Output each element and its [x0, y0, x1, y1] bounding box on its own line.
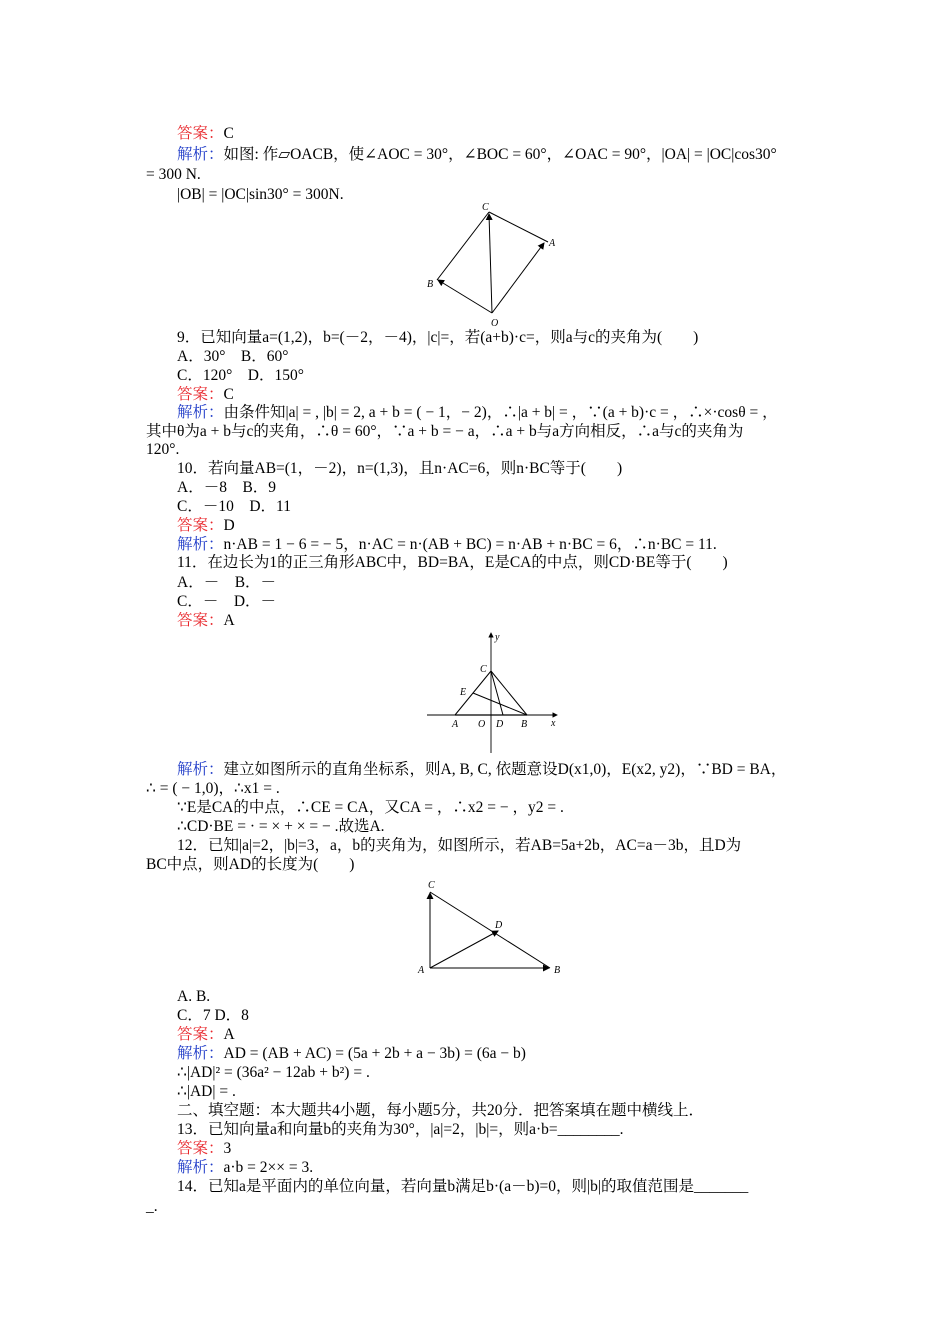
- label-c: C: [428, 880, 435, 891]
- question-13: 13．已知向量a和向量b的夹角为30°，|a|=2，|b|=，则a·b=________.: [177, 1121, 624, 1138]
- text-line: ∴|AD| = .: [177, 1083, 236, 1100]
- label-b: B: [554, 965, 561, 976]
- triangle-figure: [415, 876, 570, 981]
- option-line: A．－ B．－: [177, 574, 277, 591]
- answer-line: 答案：D: [177, 517, 235, 534]
- label-y: y: [495, 632, 500, 643]
- analysis-line: 解析：由条件知|a| = , |b| = 2, a + b = ( − 1，− 2)，∴|a + b| = ，∵(a + b)·c = ，∴×·cosθ = ，: [177, 404, 778, 421]
- option-line: A. B.: [177, 988, 211, 1005]
- text-line: 120°.: [146, 441, 180, 458]
- label-c: C: [480, 664, 487, 675]
- label-d: D: [495, 920, 503, 931]
- label-o: O: [491, 318, 499, 329]
- option-line: A．30° B．60°: [177, 348, 289, 365]
- option-line: C．－10 D．11: [177, 498, 291, 515]
- text-line: _.: [146, 1198, 158, 1215]
- text-line: ∴|AD|² = (36a² − 12ab + b²) = .: [177, 1064, 370, 1081]
- text-line: ∵E是CA的中点，∴CE = CA，又CA = ，∴x2 = − ，y2 = .: [177, 799, 564, 816]
- option-line: C．7 D．8: [177, 1007, 249, 1024]
- text-line: ∴ = ( − 1,0)，∴x1 = .: [146, 780, 280, 797]
- text-line: = 300 N.: [146, 166, 201, 183]
- question-12: 12．已知|a|=2，|b|=3，a，b的夹角为，如图所示，若AB=5a+2b，AC=a－3b，且D为: [177, 837, 742, 854]
- label-o: O: [478, 719, 486, 730]
- vector-ob: [438, 280, 492, 313]
- answer-line: 答案：C: [177, 125, 234, 142]
- analysis-line: 解析：n·AB = 1 − 6 = − 5，n·AC = n·(AB + BC) = n·AB + n·BC = 6，∴n·BC = 11.: [177, 536, 717, 553]
- label-e: E: [460, 687, 467, 698]
- coordinate-figure: [422, 628, 567, 758]
- side-cb: [491, 671, 527, 715]
- answer-line: 答案：A: [177, 612, 235, 629]
- label-c: C: [482, 202, 489, 213]
- question-14: 14．已知a是平面内的单位向量，若向量b满足b·(a－b)=0，则|b|的取值范围是_______: [177, 1178, 749, 1195]
- parallelogram-figure: [420, 200, 570, 330]
- label-a: A: [418, 965, 425, 976]
- analysis-line: 解析：建立如图所示的直角坐标系，则A, B, C, 依题意设D(x1,0)，E(x2, y2)，∵BD = BA，: [177, 761, 787, 778]
- segment-be: [473, 693, 527, 715]
- vector-ad: [430, 931, 498, 968]
- text-line: BC中点，则AD的长度为( ): [146, 856, 355, 873]
- label-a: A: [452, 719, 459, 730]
- text-line: ∴CD·BE = · = × + × = − .故选A.: [177, 818, 385, 835]
- label-b: B: [521, 719, 528, 730]
- label-b: B: [427, 279, 434, 290]
- text-line: 其中θ为a + b与c的夹角，∴θ = 60°，∵a + b = − a，∴a + b与a方向相反，∴a与c的夹角为: [146, 423, 744, 440]
- edge-ca: [489, 212, 548, 242]
- answer-line: 答案：A: [177, 1026, 235, 1043]
- answer-line: 答案：C: [177, 386, 234, 403]
- section-heading: 二、填空题：本大题共4小题，每小题5分，共20分．把答案填在题中横线上．: [177, 1102, 705, 1119]
- analysis-line: 解析：如图: 作▱OACB，使∠AOC = 30°，∠BOC = 60°，∠OAC = 90°，|OA| = |OC|cos30°: [177, 146, 777, 163]
- analysis-line: 解析：a·b = 2×× = 3.: [177, 1159, 314, 1176]
- option-line: C．－ D．－: [177, 593, 277, 610]
- edge-cb: [437, 212, 489, 280]
- label-a: A: [549, 238, 556, 249]
- vector-oc: [489, 214, 492, 313]
- question-11: 11．在边长为1的正三角形ABC中，BD=BA，E是CA的中点，则CD·BE等于( ): [177, 554, 728, 571]
- side-cb: [430, 892, 550, 968]
- analysis-line: 解析：AD = (AB + AC) = (5a + 2b + a − 3b) = (6a − b): [177, 1045, 526, 1062]
- answer-line: 答案：3: [177, 1140, 232, 1157]
- label-x: x: [551, 718, 556, 729]
- vector-oa: [492, 243, 544, 313]
- question-9: 9．已知向量a=(1,2)，b=(－2，－4)，|c|=，若(a+b)·c=，则a与c的夹角为( ): [177, 329, 699, 346]
- label-d: D: [496, 719, 504, 730]
- text-line: |OB| = |OC|sin30° = 300N.: [177, 186, 344, 203]
- option-line: A．－8 B．9: [177, 479, 277, 496]
- option-line: C．120° D．150°: [177, 367, 304, 384]
- question-10: 10．若向量AB=(1，－2)，n=(1,3)，且n·AC=6，则n·BC等于( ): [177, 460, 623, 477]
